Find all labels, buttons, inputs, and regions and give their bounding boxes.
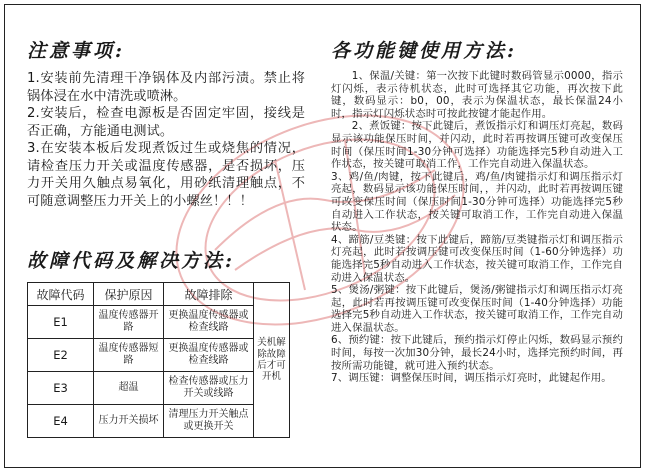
function-item: 2、煮饭键：按下此键后，煮饭指示灯和调压灯亮起，数码显示该功能保压时间，并闪动，此时若再按调压键可改变保压时间（保压时间1-30分钟可选择）功能选择完5秒自动进入工作状态，按关键可取消工作，工作完自动进入保温状态。 <box>331 120 623 171</box>
fault-code: E3 <box>28 372 94 405</box>
function-item: 6、预约键：按下此键后，预约指示灯停止闪烁，数码显示预约时间，每按一次加30分钟，最长24小时，选择完预约时间，再按所需功能键，就可进入预约状态。 <box>331 334 623 372</box>
functions-title: 各功能键使用方法: <box>331 40 518 62</box>
fault-title: 故障代码及解决方法: <box>27 250 236 272</box>
notes-list <box>27 70 305 210</box>
fault-cause: 温度传感器短路 <box>94 339 164 372</box>
note-item-3: 3.在安装本板后发现煮饭过生或烧焦的情况，请检查压力开关或温度传感器，是否损坏，压力开关用久触点易氧化，用砂纸清理触点，不可随意调整压力开关上的小螺丝！！！ <box>27 141 305 209</box>
header-fix: 故障排除 <box>164 283 254 306</box>
table-row <box>28 306 290 339</box>
fault-fix: 清理压力开关触点或更换开关 <box>164 405 254 438</box>
fault-side-note: 关机解除故障后才可开机 <box>254 283 290 438</box>
table-row <box>28 405 290 438</box>
fault-fix: 更换温度传感器或检查线路 <box>164 339 254 372</box>
fault-code: E1 <box>28 306 94 339</box>
fault-code: E2 <box>28 339 94 372</box>
function-item: 1、保温/关键：第一次按下此键时数码管显示0000，指示灯闪烁，表示待机状态，此时可选择其它功能，再次按下此键，数码显示：b0，00，表示为保温状态，最长保温24小时，指示灯闪烁状态时可按此按键才能起作用。 <box>331 70 623 120</box>
functions-list <box>331 70 623 385</box>
fault-cause: 温度传感器开路 <box>94 306 164 339</box>
fault-fix: 更换温度传感器或检查线路 <box>164 306 254 339</box>
function-item: 4、蹄筋/豆类键：按下此键后，蹄筋/豆类键指示灯和调压指示灯亮起，此时若按调压键可改变保压时间（1-60分钟选择）功能选择完5秒自动进入工作状态，按关键可取消工作，工作完自动进入保温状态。 <box>331 233 623 284</box>
fault-cause: 超温 <box>94 372 164 405</box>
function-item: 7、调压键：调整保压时间，调压指示灯亮时，此键起作用。 <box>331 372 612 385</box>
note-item-1: 1.安装前先清理干净锅体及内部污渍。禁止将锅体浸在水中清洗或喷淋。 <box>27 71 305 104</box>
fault-fix: 检查传感器或压力开关或线路 <box>164 372 254 405</box>
function-item: 3、鸡/鱼/肉键，按下此键后，鸡/鱼/肉键指示灯和调压指示灯亮起，数码显示该功能保压时间，，并闪动，此时若再按调压键可改变保压时间（保压时间1-30分钟可选择）功能选择完5秒自动进入工作状态，按关键可取消工作，工作完自动进入保温状态。 <box>331 170 623 234</box>
fault-cause: 压力开关损坏 <box>94 405 164 438</box>
function-item: 5、煲汤/粥键：按下此键后，煲汤/粥键指示灯和调压指示灯亮起，此时若再按调压键可改变保压时间（1-40分钟选择）功能选择完5秒自动进入工作状态，按关键可取消工作，工作完自动进入保温状态。 <box>331 284 623 334</box>
fault-code: E4 <box>28 405 94 438</box>
fault-table-header <box>28 283 290 306</box>
header-code: 故障代码 <box>28 283 94 306</box>
header-cause: 保护原因 <box>94 283 164 306</box>
notes-title: 注意事项: <box>27 40 126 62</box>
left-column <box>27 38 305 432</box>
table-row <box>28 372 290 405</box>
note-item-2: 2.安装后，检查电源板是否固定牢固，接线是否正确，方能通电测试。 <box>27 106 305 139</box>
instruction-card <box>4 4 641 468</box>
fault-table <box>27 282 290 438</box>
right-column <box>331 38 623 385</box>
table-row <box>28 339 290 372</box>
